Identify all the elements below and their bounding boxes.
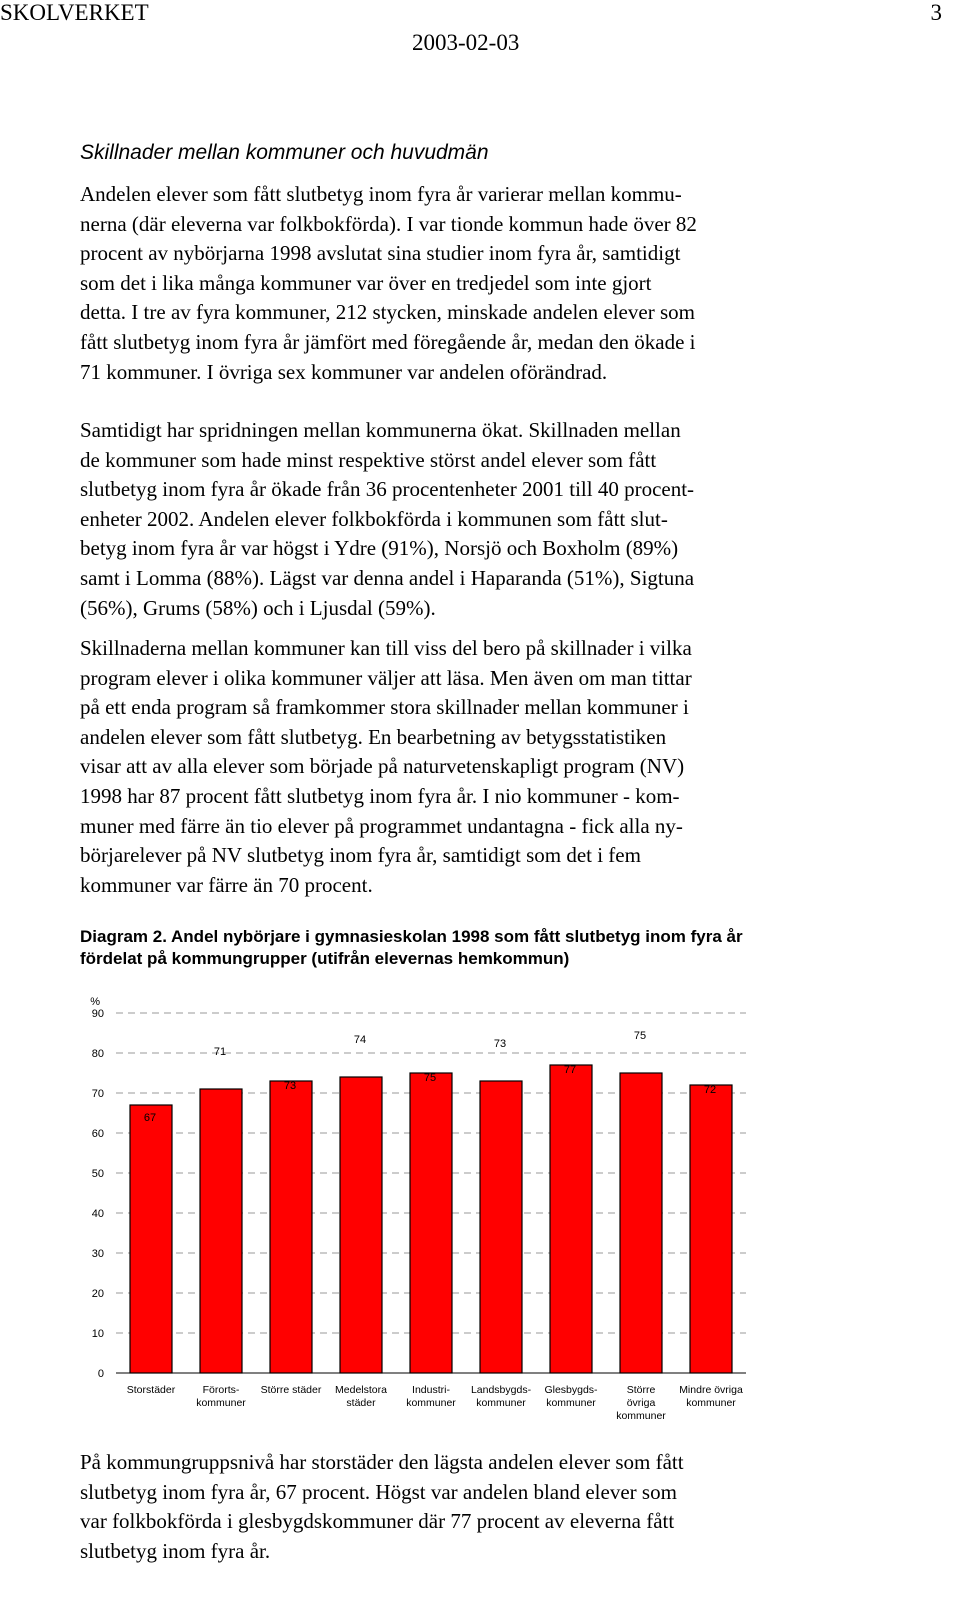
paragraph-line: visar att av alla elever som började på naturvetenskapligt program (NV) [80,754,685,779]
paragraph-line: 71 kommuner. I övriga sex kommuner var andelen oförändrad. [80,359,608,384]
x-tick-label: Industri- [412,1384,450,1396]
paragraph-line: muner med färre än tio elever på programmet undantagna - fick alla ny- [80,813,683,838]
x-tick-label: Glesbygds- [544,1384,598,1396]
data-label: 67 [143,1112,157,1124]
paragraph-3 [80,634,850,900]
x-tick-label: kommuner [196,1397,246,1409]
x-tick-label: städer [346,1397,376,1409]
paragraph-line: som det i lika många kommuner var över en tredjedel som inte gjort [80,270,652,295]
y-tick-label: 40 [91,1208,104,1220]
bar [620,1073,662,1373]
paragraph-line: På kommungruppsnivå har storstäder den lägsta andelen elever som fått [80,1450,684,1474]
x-tick-label: Förorts- [202,1384,240,1396]
data-label: 73 [283,1080,297,1092]
paragraph-line: kommuner var färre än 70 procent. [80,872,373,897]
section-heading: Skillnader mellan kommuner och huvudmän [80,141,489,164]
paragraph-line: slutbetyg inom fyra år, 67 procent. Högst var andelen bland elever som [80,1479,677,1504]
x-tick-label: kommuner [546,1397,596,1409]
paragraph-line: procent av nybörjarna 1998 avslutat sina studier inom fyra år, samtidigt [80,241,681,266]
paragraph-line: andelen elever som fått slutbetyg. En bearbetning av betygsstatistiken [80,724,667,749]
paragraph-line: enheter 2002. Andelen elever folkbokförda i kommunen som fått slut- [80,506,668,531]
x-tick-label: Större [626,1384,656,1396]
bar-chart [0,980,960,1440]
paragraph-2 [80,416,850,623]
data-label: 75 [423,1072,437,1084]
paragraph-line: de kommuner som hade minst respektive störst andel elever som fått [80,447,657,472]
y-tick-label: 70 [91,1088,104,1100]
x-tick-label: Medelstora [335,1384,387,1396]
y-tick-label: 30 [91,1248,104,1260]
paragraph-line: betyg inom fyra år var högst i Ydre (91%), Norsjö och Boxholm (89%) [80,536,679,561]
bar [270,1081,312,1373]
x-tick-label: Mindre övriga [679,1384,743,1396]
paragraph-line: slutbetyg inom fyra år. [80,1538,271,1563]
paragraph-line: nerna (där eleverna var folkbokförda). I var tionde kommun hade över 82 [80,211,697,236]
x-tick-label: Storstäder [126,1384,176,1396]
y-tick-label: 60 [91,1128,104,1140]
paragraph-4 [80,1448,850,1566]
header-org: SKOLVERKET [0,0,149,25]
data-label: 72 [703,1084,717,1096]
bar [480,1081,522,1373]
x-tick-label: kommuner [686,1397,736,1409]
paragraph-line: program elever i olika kommuner väljer att läsa. Men även om man tittar [80,665,692,690]
y-tick-label: 90 [91,1008,104,1020]
x-tick-label: Landsbygds- [470,1384,532,1396]
paragraph-line: Andelen elever som fått slutbetyg inom fyra år varierar mellan kommu- [80,182,682,206]
x-tick-label: Större städer [260,1384,322,1396]
bar [200,1089,242,1373]
bar [130,1105,172,1373]
caption-line: Diagram 2. Andel nybörjare i gymnasieskolan 1998 som fått slutbetyg inom fyra år [80,927,743,946]
bar [690,1085,732,1373]
y-tick-label: 20 [91,1288,104,1300]
paragraph-line: Skillnaderna mellan kommuner kan till viss del bero på skillnader i vilka [80,636,692,660]
y-tick-label: 50 [91,1168,104,1180]
bar [340,1077,382,1373]
y-tick-label: 80 [91,1048,104,1060]
paragraph-line: (56%), Grums (58%) och i Ljusdal (59%). [80,595,436,620]
x-tick-label: kommuner [476,1397,526,1409]
caption-line: fördelat på kommungrupper (utifrån elevernas hemkommun) [80,949,570,968]
paragraph-line: börjarelever på NV slutbetyg inom fyra år, samtidigt som det i fem [80,843,641,868]
bar [550,1065,592,1373]
y-tick-label: 0 [97,1368,104,1380]
paragraph-line: på ett enda program så framkommer stora skillnader mellan kommuner i [80,695,689,720]
y-axis-label: % [90,996,100,1008]
data-label: 73 [493,1038,507,1050]
paragraph-line: 1998 har 87 procent fått slutbetyg inom fyra år. I nio kommuner - kom- [80,783,680,808]
x-tick-label: kommuner [616,1410,666,1422]
x-tick-label: kommuner [406,1397,456,1409]
page-number: 3 [930,0,942,25]
paragraph-line: Samtidigt har spridningen mellan kommunerna ökat. Skillnaden mellan [80,418,681,442]
paragraph-line: var folkbokförda i glesbygdskommuner där 77 procent av eleverna fått [80,1509,675,1534]
bar [410,1073,452,1373]
header-date: 2003-02-03 [412,30,520,55]
paragraph-line: detta. I tre av fyra kommuner, 212 stycken, minskade andelen elever som [80,300,695,325]
diagram-caption [80,926,860,970]
paragraph-1 [80,180,850,387]
paragraph-line: fått slutbetyg inom fyra år jämfört med föregående år, medan den ökade i [80,329,696,354]
paragraph-line: slutbetyg inom fyra år ökade från 36 procentenheter 2001 till 40 procent- [80,477,695,502]
data-label: 71 [213,1046,227,1058]
data-label: 77 [563,1064,577,1076]
data-label: 74 [353,1034,367,1046]
paragraph-line: samt i Lomma (88%). Lägst var denna andel i Haparanda (51%), Sigtuna [80,565,695,590]
data-label: 75 [633,1030,647,1042]
x-tick-label: övriga [626,1397,656,1409]
y-tick-label: 10 [91,1328,104,1340]
